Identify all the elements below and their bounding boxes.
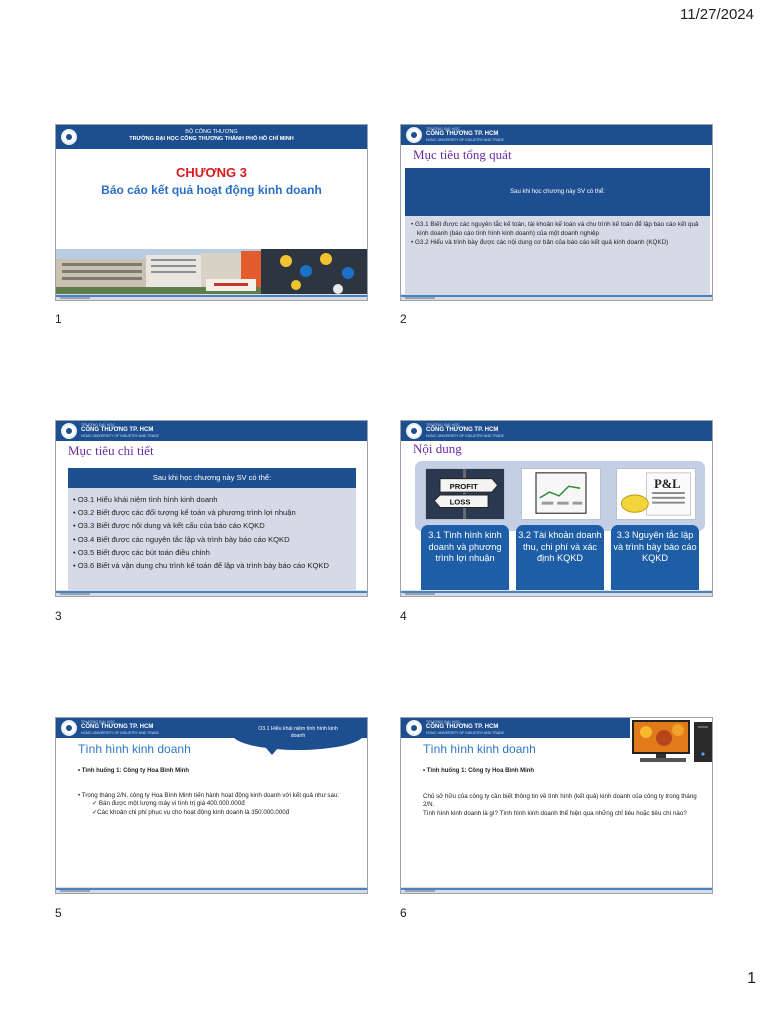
slide-title: Tình hình kinh doanh [78,742,191,756]
slide-header [401,125,712,145]
brand-english-name: HCMC UNIVERSITY OF INDUSTRY AND TRADE [81,731,159,735]
content-card-3-1: 3.1 Tình hình kinh doanh và phương trình lợi nhuận [421,525,509,597]
list-item: • O3.4 Biết được các nguyên tắc lập và trình bày báo cáo KQKD [73,534,290,544]
list-item: • O3.6 Biết và vận dụng chu trình kế toán để lập và trình bày báo cáo KQKD [73,561,329,571]
slide-footer-bar [401,294,712,300]
objective-list [405,216,710,297]
slide-title: Mục tiêu chi tiết [68,443,154,458]
list-item: • O3.2 Biết được các đối tượng kế toán và phương trình lợi nhuận [73,508,296,518]
case-question [423,793,705,818]
brand-name: CÔNG THƯƠNG TP. HCM [81,724,154,730]
brand-top-text: TRƯỜNG ĐẠI HỌC [81,423,116,427]
slide-footer-bar [56,590,367,596]
page-number: 1 [747,970,756,987]
chapter-label: CHƯƠNG 3 [176,165,247,180]
pl-label: P&L [654,477,681,492]
list-item: • G3.2 Hiểu và trình bày được các nội dung cơ bản của báo cáo kết quả kinh doanh (KQKD) [411,239,669,246]
slide-header [401,421,712,441]
slide-title: Nội dung [413,441,462,456]
brand-english-name: HCMC UNIVERSITY OF INDUSTRY AND TRADE [426,138,504,142]
case-heading: • Tình huống 1: Công ty Hoa Bình Minh [423,768,535,774]
slide-2 [400,124,713,301]
case-heading: • Tình huống 1: Công ty Hoa Bình Minh [78,768,190,774]
brand-english-name: HCMC UNIVERSITY OF INDUSTRY AND TRADE [426,434,504,438]
slide-number: 4 [400,609,407,623]
brand-english-name: HCMC UNIVERSITY OF INDUSTRY AND TRADE [426,731,504,735]
intro-box: Sau khi học chương này SV có thể: [68,468,356,488]
slide-3 [55,420,368,597]
university-logo-icon [61,720,77,736]
case-intro: • Trong tháng 2/N, công ty Hoa Bình Minh tiến hành hoạt động kinh doanh với kết quả như sau: [78,792,340,799]
chapter-title: Báo cáo kết quả hoạt động kinh doanh [101,183,322,197]
university-full-name: TRƯỜNG ĐẠI HỌC CÔNG THƯƠNG THÀNH PHỐ HỒ CHÍ MINH [129,136,294,142]
slide-footer-bar [56,294,367,300]
slide-number: 6 [400,906,407,920]
slide-title: Mục tiêu tổng quát [413,147,512,162]
case-point: ✓Các khoản chi phí phục vụ cho hoạt động kinh doanh là 350.000.000đ [92,808,290,816]
content-card-3-3: 3.3 Nguyên tắc lập và trình bày báo cáo KQKD [611,525,699,597]
slide-1 [55,124,368,301]
list-item: • G3.1 Biết được các nguyên tắc kế toán, tài khoản kế toán và chu trình kế toán để lập báo cáo kết quả kinh doanh (báo cáo tình hình kinh doanh) của một doanh nghiệp [411,221,699,237]
slide-title: Tình hình kinh doanh [423,742,536,756]
brand-english-name: HCMC UNIVERSITY OF INDUSTRY AND TRADE [81,434,159,438]
slide-header [56,421,367,441]
slide-number: 3 [55,609,62,623]
slide-footer-bar [401,887,712,893]
slide-5 [55,717,368,894]
profit-sign-label: PROFIT [449,482,478,492]
brand-name: CÔNG THƯƠNG TP. HCM [81,427,154,433]
print-date: 11/27/2024 [680,6,754,23]
brand-name: CÔNG THƯƠNG TP. HCM [426,724,499,730]
brand-name: CÔNG THƯƠNG TP. HCM [426,427,499,433]
slide-number: 2 [400,312,407,326]
slide-header [56,125,367,149]
slide-footer-bar [401,590,712,596]
pl-report-image [616,468,696,520]
university-logo-icon [406,127,422,143]
slide-number: 1 [55,312,62,326]
account-chart-image [521,468,601,520]
list-item: • O3.1 Hiểu khái niệm tình hình kinh doanh [73,495,218,504]
slide-6 [400,717,713,894]
case-paragraph: Chủ sở hữu của công ty cần biết thông tin về tình hình (kết quả) kinh doanh của công ty trong tháng 2/N. [423,793,697,809]
list-item: • O3.5 Biết được các bút toán điều chỉnh [73,547,210,557]
computer-desk-image [630,718,713,764]
slide-footer-bar [56,887,367,893]
brand-top-text: TRƯỜNG ĐẠI HỌC [81,720,116,724]
objective-list [68,488,356,593]
case-paragraph: Tình hình kinh doanh là gì? Tình hình kinh doanh thể hiện qua những chỉ tiêu hoặc tiêu chí nào? [423,809,687,817]
brand-top-text: TRƯỜNG ĐẠI HỌC [426,423,461,427]
content-card-3-2: 3.2 Tài khoản doanh thu, chi phí và xác định KQKD [516,525,604,597]
university-logo-icon [406,423,422,439]
intro-box: Sau khi học chương này SV có thể: [405,168,710,216]
loss-sign-label: LOSS [449,497,471,507]
list-item: • O3.3 Biết được nội dung và kết cấu của báo cáo KQKD [73,521,265,531]
profit-loss-signs-image [425,468,505,520]
case-description [78,792,360,817]
university-logo-icon [61,423,77,439]
slide-number: 5 [55,906,62,920]
objective-callout-bubble: O3.1 Hiểu khái niệm tình hình kinh doanh [232,718,364,750]
brand-top-text: TRƯỜNG ĐẠI HỌC [426,720,461,724]
university-logo-icon [406,720,422,736]
case-point: ✓ Bán được một lượng máy vi tính trị giá 400.000.000đ [92,800,245,808]
slide-4 [400,420,713,597]
ministry-name: BỘ CÔNG THƯƠNG [185,129,238,135]
brand-top-text: TRƯỜNG ĐẠI HỌC [426,127,461,131]
brand-name: CÔNG THƯƠNG TP. HCM [426,131,499,137]
